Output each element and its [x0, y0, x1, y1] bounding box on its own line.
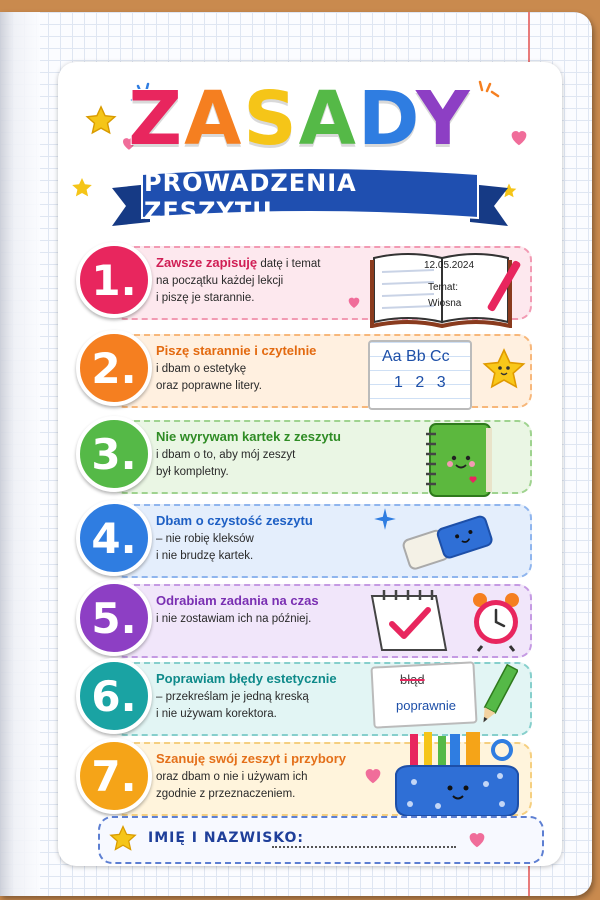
wrong-word: błąd	[400, 672, 425, 687]
rule-heading: Szanuję swój zeszyt i przybory	[156, 751, 346, 766]
sparkle-icon	[372, 506, 398, 532]
rule-heading: Dbam o czystość zeszytu	[156, 513, 313, 528]
rule-first-line	[156, 750, 388, 769]
green-notebook-icon	[424, 420, 496, 500]
eraser-icon	[396, 508, 496, 574]
rule-first-line	[156, 592, 388, 611]
heart-icon	[466, 828, 488, 850]
rule-number-badge: 5.	[76, 580, 152, 656]
letters-line-2: 1 2 3	[394, 374, 450, 391]
subtitle-banner	[112, 166, 508, 232]
rule-first-line	[156, 254, 388, 273]
rule-line: na początku każdej lekcji	[156, 275, 284, 287]
rule-number-badge: 2.	[76, 330, 152, 406]
rule-line: i nie używam korektora.	[156, 708, 277, 720]
notebook-topic-label: Temat:	[428, 282, 459, 293]
rule-line: był kompletny.	[156, 466, 229, 478]
rule-heading: Poprawiam błędy estetycznie	[156, 671, 337, 686]
rule-text	[156, 670, 388, 723]
notebook-topic: Wiosna	[428, 298, 462, 309]
rule-heading: Zawsze zapisuję	[156, 255, 258, 270]
heart-icon	[346, 294, 362, 310]
rule-text	[156, 592, 388, 628]
rule-first-line	[156, 428, 388, 447]
rule-number-badge: 1.	[76, 242, 152, 318]
rule-number-badge: 4.	[76, 500, 152, 576]
rule-line: – przekreślam je jedną kreską	[156, 691, 309, 703]
rule-heading: Odrabiam zadania na czas	[156, 593, 319, 608]
heart-icon	[362, 764, 384, 786]
title-letters	[128, 76, 471, 162]
rule-heading: Piszę starannie i czytelnie	[156, 343, 317, 358]
rule-line: oraz dbam o nie i używam ich	[156, 771, 308, 783]
rule-heading: Nie wyrywam kartek z zeszytu	[156, 429, 341, 444]
rule-first-line	[156, 342, 388, 361]
name-field	[98, 816, 544, 864]
name-field-label: IMIĘ I NAZWISKO:	[148, 830, 305, 846]
rule-text	[156, 428, 388, 481]
rule-number-badge: 6.	[76, 658, 152, 734]
rule-text	[156, 750, 388, 803]
green-pencil-icon	[478, 662, 518, 728]
calendar-check-icon	[366, 586, 456, 656]
right-word: poprawnie	[396, 698, 456, 713]
rule-text	[156, 512, 388, 565]
notebook-date: 12.05.2024	[424, 260, 475, 271]
rule-line: i nie zostawiam ich na później.	[156, 613, 312, 625]
rule-line: zgodnie z przeznaczeniem.	[156, 788, 296, 800]
title-letter: A	[184, 76, 244, 162]
rule-first-line	[156, 670, 388, 689]
rule-heading-continuation: datę i temat	[257, 258, 321, 270]
rule-line: i nie brudzę kartek.	[156, 550, 254, 562]
pencil-case-icon	[390, 730, 528, 818]
title-letter: S	[243, 76, 299, 162]
rule-line: i dbam o to, aby mój zeszyt	[156, 449, 296, 461]
rule-line: oraz poprawne litery.	[156, 380, 262, 392]
rule-text	[156, 342, 388, 395]
star-icon	[108, 824, 138, 854]
subtitle-text: PROWADZENIA ZESZYTU	[144, 169, 357, 225]
title-letter: Y	[415, 76, 472, 162]
title-letter: A	[298, 76, 358, 162]
name-input-line[interactable]	[272, 846, 456, 848]
rule-line: – nie robię kleksów	[156, 533, 254, 545]
rule-number-badge: 3.	[76, 416, 152, 492]
alarm-clock-icon	[470, 590, 522, 652]
rule-line: i piszę je starannie.	[156, 292, 255, 304]
star-icon	[70, 176, 94, 200]
title-letter: Z	[128, 76, 185, 162]
rule-first-line	[156, 512, 388, 531]
title-letter: D	[357, 76, 416, 162]
smiling-star-icon	[480, 346, 528, 394]
rule-number-badge: 7.	[76, 738, 152, 814]
rule-line: i dbam o estetykę	[156, 363, 247, 375]
page-title	[0, 76, 600, 162]
letters-line-1: Aa Bb Cc	[382, 348, 450, 365]
